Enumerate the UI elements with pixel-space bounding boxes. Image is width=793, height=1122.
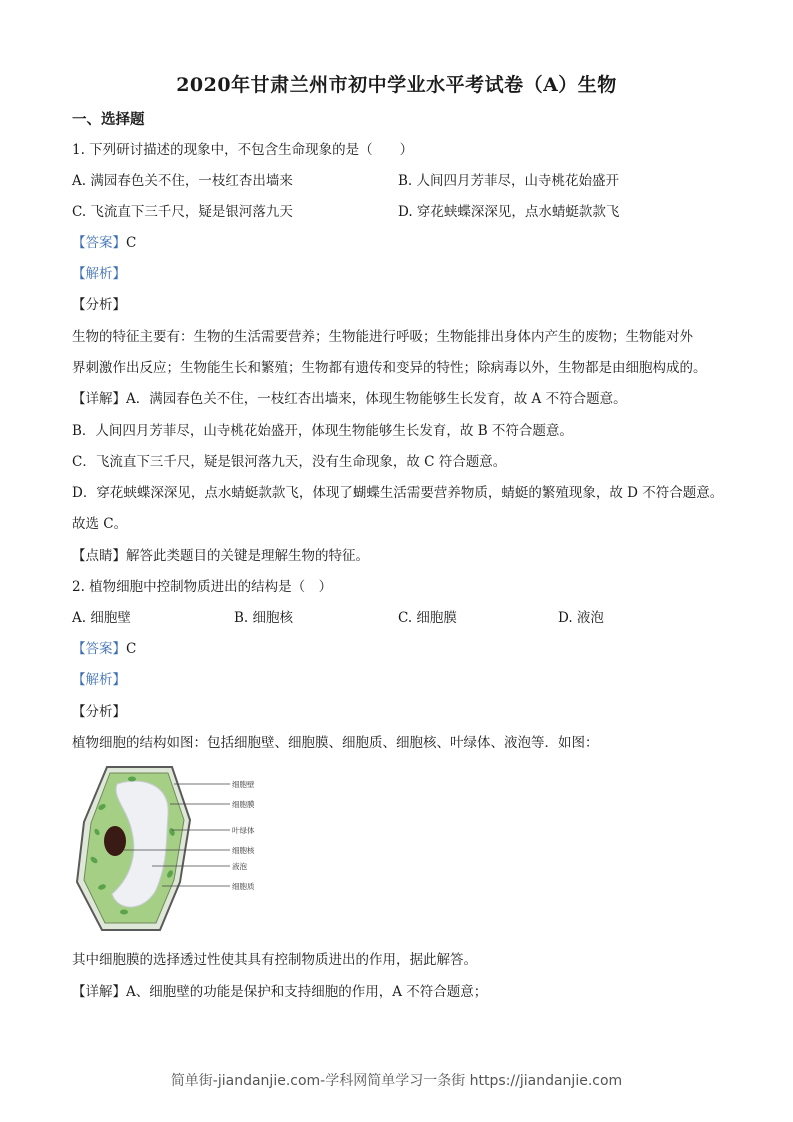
q1-answer — [72, 233, 136, 253]
plant-cell-diagram — [72, 762, 292, 934]
section-heading: 一、选择题 — [72, 111, 145, 128]
q2-option-c: C. 细胞膜 — [398, 610, 457, 626]
diagram-label-wall: 细胞壁 — [232, 780, 255, 789]
answer-value: C — [126, 641, 137, 657]
diagram-label-cytoplasm: 细胞质 — [232, 882, 255, 891]
q2-analysis-line-1: 植物细胞的结构如图：包括细胞壁、细胞膜、细胞质、细胞核、叶绿体、液泡等．如图： — [72, 735, 599, 751]
answer-value: C — [126, 235, 137, 251]
q2-stem: 2. 植物细胞中控制物质进出的结构是（ ） — [72, 579, 333, 595]
q1-analysis-line-2: 界刺激作出反应；生物能生长和繁殖；生物都有遗传和变异的特性；除病毒以外，生物都是由细胞构成的。 — [72, 360, 707, 376]
diagram-label-membrane: 细胞膜 — [232, 800, 255, 809]
q1-option-d: D. 穿花蛱蝶深深见，点水蜻蜓款款飞 — [398, 204, 620, 220]
q1-detail-c: C．飞流直下三千尺，疑是银河落九天，没有生命现象，故 C 符合题意。 — [72, 454, 507, 470]
q1-jiexi-tag: 【解析】 — [72, 266, 126, 282]
q1-conclusion: 故选 C。 — [72, 516, 128, 532]
diagram-label-chloroplast: 叶绿体 — [232, 826, 255, 835]
q2-option-a: A. 细胞壁 — [72, 610, 131, 626]
q1-option-a: A. 满园春色关不住，一枝红杏出墙来 — [72, 173, 293, 189]
q1-option-b: B. 人间四月芳菲尽，山寺桃花始盛开 — [398, 173, 620, 189]
q2-after-diagram: 其中细胞膜的选择透过性使其具有控制物质进出的作用，据此解答。 — [72, 952, 477, 968]
q1-detail-d: D．穿花蛱蝶深深见，点水蜻蜓款款飞，体现了蝴蝶生活需要营养物质，蜻蜓的繁殖现象，故 D 不符合题意。 — [72, 485, 724, 501]
page-footer: 简单街-jiandanjie.com-学科网简单学习一条街 https://jiandanjie.com — [170, 1073, 623, 1089]
diagram-label-vacuole: 液泡 — [232, 862, 247, 871]
q1-dianjing: 【点睛】解答此类题目的关键是理解生物的特征。 — [72, 548, 369, 564]
answer-tag: 【答案】 — [72, 641, 126, 657]
q2-option-d: D. 液泡 — [558, 610, 604, 626]
q1-fenxi-tag: 【分析】 — [72, 297, 126, 313]
q2-detail-a: 【详解】A、细胞壁的功能是保护和支持细胞的作用，A 不符合题意； — [72, 984, 488, 1000]
q2-jiexi-tag: 【解析】 — [72, 672, 126, 688]
q2-answer — [72, 639, 136, 659]
q2-option-b: B. 细胞核 — [234, 610, 294, 626]
q1-detail-b: B．人间四月芳菲尽，山寺桃花始盛开，体现生物能够生长发育，故 B 不符合题意。 — [72, 423, 573, 439]
answer-tag: 【答案】 — [72, 235, 126, 251]
q1-stem: 1. 下列研讨描述的现象中，不包含生命现象的是（ ） — [72, 142, 414, 158]
q1-option-c: C. 飞流直下三千尺，疑是银河落九天 — [72, 204, 293, 220]
q2-fenxi-tag: 【分析】 — [72, 704, 126, 720]
q1-detail-a: 【详解】A．满园春色关不住，一枝红杏出墙来，体现生物能够生长发育，故 A 不符合题意。 — [72, 391, 627, 407]
q1-analysis-line-1: 生物的特征主要有：生物的生活需要营养；生物能进行呼吸；生物能排出身体内产生的废物；生物能对外 — [72, 329, 693, 345]
diagram-label-nucleus: 细胞核 — [232, 846, 255, 855]
page-title: 2020年甘肃兰州市初中学业水平考试卷（A）生物 — [176, 74, 617, 96]
nucleus — [104, 826, 126, 856]
